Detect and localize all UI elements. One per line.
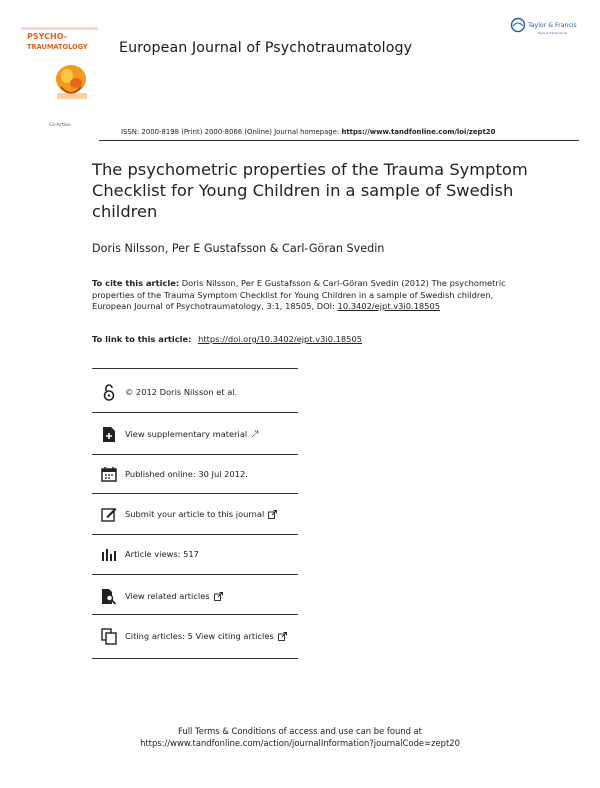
journal-homepage-link[interactable]: https://www.tandfonline.com/loi/zept20	[341, 128, 496, 136]
divider	[92, 493, 298, 494]
bar-chart-icon	[100, 545, 118, 563]
issn-line	[121, 128, 495, 136]
issn-text: ISSN: 2000-8198 (Print) 2000-8066 (Online) Journal homepage:	[121, 128, 340, 136]
citing-icon	[100, 627, 118, 645]
article-doi-url[interactable]: https://doi.org/10.3402/ejpt.v3i0.18505	[198, 334, 362, 344]
citing-articles-link[interactable]	[100, 626, 287, 646]
external-link-icon	[268, 510, 277, 519]
journal-cover-image	[21, 27, 98, 129]
external-link-icon	[251, 430, 259, 438]
divider	[92, 658, 298, 659]
taylor-francis-logo-text: Taylor & Francis	[528, 22, 577, 29]
citation-block	[92, 278, 512, 313]
supplementary-label[interactable]: View supplementary material	[125, 429, 248, 439]
published-online-label: Published online: 30 Jul 2012.	[125, 469, 248, 479]
calendar-icon	[100, 465, 118, 483]
cover-line2: TRAUMATOLOGY	[27, 43, 88, 51]
related-articles-link[interactable]	[100, 586, 223, 606]
citing-articles-label[interactable]: Citing articles: 5 View citing articles	[125, 631, 274, 641]
submit-article-link[interactable]	[100, 504, 277, 524]
header-divider	[99, 140, 579, 141]
cover-line1: PSYCHO-	[27, 32, 67, 41]
article-authors: Doris Nilsson, Per E Gustafsson & Carl-Göran Svedin	[92, 242, 385, 255]
citation-text: Doris Nilsson, Per E Gustafsson & Carl-Göran Svedin (2012) The psychometric properties of the Trauma Symptom Checklist for Young Children in a sample of Swedish children, European Journal of Psychotraumatology, 3:1, 18505, DOI:	[92, 278, 506, 311]
article-link-label: To link to this article:	[92, 334, 192, 344]
divider	[92, 534, 298, 535]
article-title: The psychometric properties of the Trauma Symptom Checklist for Young Children in a sample of Swedish children	[92, 160, 528, 221]
edit-icon	[100, 505, 118, 523]
footer-terms-text: Full Terms & Conditions of access and use can be found at	[178, 726, 422, 736]
external-link-icon	[214, 592, 223, 601]
article-link-line	[92, 334, 362, 344]
cover-publisher: Co-Action	[49, 123, 71, 128]
taylor-francis-logo-subtext: Taylor & Francis Group	[538, 32, 568, 35]
divider	[92, 574, 298, 575]
copyright-label: © 2012 Doris Nilsson et al.	[125, 387, 238, 397]
external-link-icon	[278, 632, 287, 641]
footer	[0, 725, 600, 749]
open-access-row	[100, 382, 237, 402]
citation-doi-link[interactable]: 10.3402/ejpt.v3i0.18505	[337, 301, 441, 311]
published-online-row	[100, 464, 248, 484]
open-access-icon	[100, 383, 118, 401]
divider	[92, 412, 298, 413]
supplementary-material-link[interactable]	[100, 424, 259, 444]
divider	[92, 614, 298, 615]
submit-article-label[interactable]: Submit your article to this journal	[125, 509, 265, 519]
supplementary-icon	[100, 425, 118, 443]
divider	[92, 368, 298, 369]
article-views-label: Article views: 517	[125, 549, 199, 559]
article-views-row	[100, 544, 199, 564]
citation-label: To cite this article:	[92, 278, 180, 288]
taylor-francis-logo	[509, 16, 581, 40]
footer-terms-url[interactable]: https://www.tandfonline.com/action/journalInformation?journalCode=zept20	[140, 738, 460, 748]
search-doc-icon	[100, 587, 118, 605]
divider	[92, 454, 298, 455]
journal-title[interactable]: European Journal of Psychotraumatology	[119, 40, 413, 56]
related-articles-label[interactable]: View related articles	[125, 591, 210, 601]
